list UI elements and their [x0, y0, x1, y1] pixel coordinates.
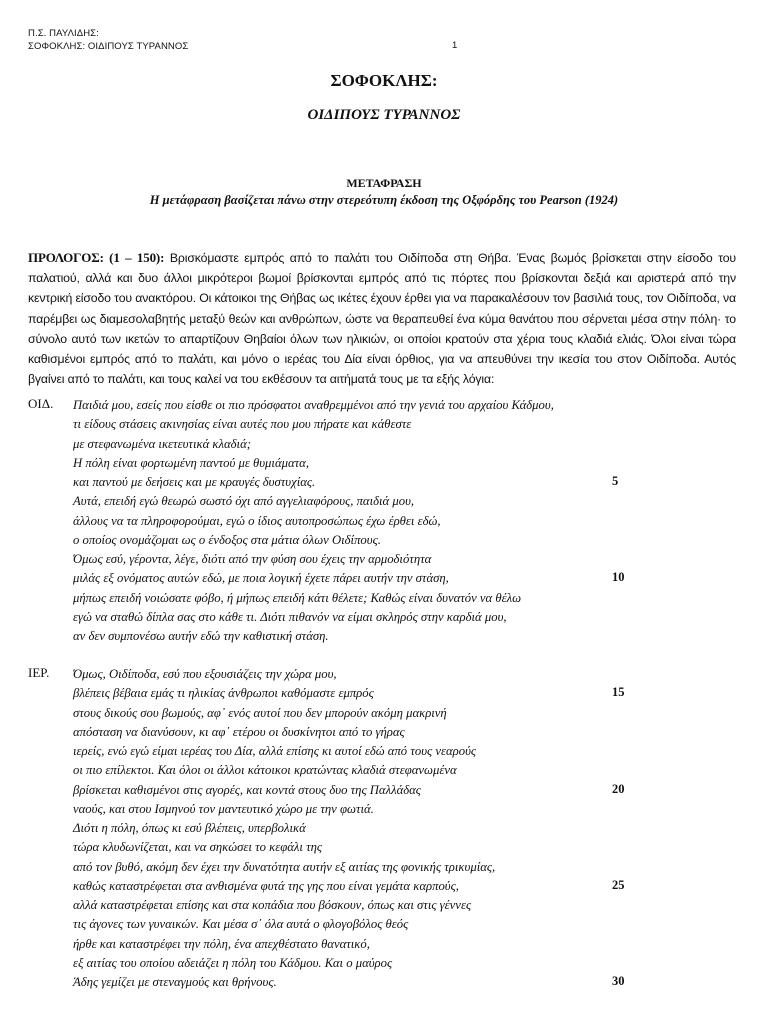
verse-line: καθώς καταστρέφεται στα ανθισμένα φυτά της γης που είναι γεμάτα καρπούς,: [73, 878, 459, 893]
verse-line: μήπως επειδή νοιώσατε φόβο, ή μήπως επειδή κάτι θέλετε; Καθώς είναι δυνατόν να θέλω: [73, 590, 522, 605]
verse-line: οι πιο επίλεκτοι. Και όλοι οι άλλοι κάτοικοι κρατώντας κλαδιά στεφανωμένα: [73, 763, 457, 778]
verse-line-number: 5: [612, 474, 619, 488]
verse-line: από τον βυθό, ακόμη δεν έχει την δυνατότητα αυτήν εξ αιτίας της φονικής τρικυμίας,: [73, 859, 496, 874]
translation-heading: ΜΕΤΑΦΡΑΣΗ: [346, 176, 422, 190]
verse-line-number: 15: [612, 685, 625, 700]
verse-line: και παντού με δεήσεις και με κραυγές δυστυχίας.: [73, 475, 316, 489]
verse-line-number: 25: [612, 877, 625, 892]
verse-line: Αυτά, επειδή εγώ θεωρώ σωστό όχι από αγγελιαφόρους, παιδιά μου,: [73, 494, 415, 509]
translation-note: Η μετάφραση βασίζεται πάνω στην στερεότυπη έκδοση της Οξφόρδης του Pearson (1924): [149, 193, 619, 207]
verse-line: Όμως εσύ, γέροντα, λέγε, διότι από την φύση σου έχεις την αρμοδιότητα: [73, 552, 432, 566]
verse-line: τώρα κλυδωνίζεται, και να σηκώσει το κεφάλι της: [73, 840, 323, 855]
verse-line: Διότι η πόλη, όπως κι εσύ βλέπεις, υπερβολικά: [73, 821, 306, 835]
verse-line: εξ αιτίας του οποίου αδειάζει η πόλη του Κάδμου. Και ο μαύρος: [73, 955, 393, 970]
verse-line: ο οποίος ονομάζομαι ως ο ένδοξος στα μάτια όλων Οιδίπους.: [73, 532, 381, 547]
document-subtitle: ΟΙΔΙΠΟΥΣ ΤΥΡΑΝΝΟΣ: [307, 107, 461, 123]
verse-line: Όμως, Οιδίποδα, εσύ που εξουσιάζεις την χώρα μου,: [73, 667, 337, 681]
verse-line: βρίσκεται καθισμένοι στις αγορές, και κοντά στους δυο της Παλλάδας: [73, 782, 421, 797]
header-work-title: ΣΟΦΟΚΛΗΣ: ΟΙΔΙΠΟΥΣ ΤΥΡΑΝΝΟΣ: [28, 41, 189, 52]
verse-line: στους δικούς σου βωμούς, αφ᾽ ενός αυτοί που δεν μπορούν ακόμη μακρινή: [73, 705, 447, 720]
header-author: Π.Σ. ΠΑΥΛΙΔΗΣ:: [28, 28, 99, 39]
running-header: [28, 27, 188, 53]
prologue-heading: ΠΡΟΛΟΓΟΣ: (1 – 150):: [28, 250, 165, 265]
speech-priest: [73, 665, 633, 992]
verse-line: αν δεν συμπονέσω αυτήν εδώ την καθιστική στάση.: [73, 629, 329, 643]
verse-line: εγώ να σταθώ δίπλα σας στο κάθε τι. Διότι πιθανόν να είμαι σκληρός στην καρδιά μου,: [73, 609, 507, 624]
document-title: ΣΟΦΟΚΛΗΣ:: [330, 71, 438, 90]
speaker-label-oedipus: ΟΙΔ.: [28, 396, 54, 411]
verse-line: μιλάς εξ ονόματος αυτών εδώ, με ποια λογική έχετε πάρει αυτήν την στάση,: [73, 571, 449, 586]
verse-line: βλέπεις βέβαια εμάς τι ηλικίας άνθρωποι καθόμαστε εμπρός: [73, 686, 374, 701]
verse-line: τις άγονες των γυναικών. Και μέσα σ᾽ όλα αυτά ο φλογοβόλος θεός: [73, 917, 409, 932]
verse-line: Άδης γεμίζει με στεναγμούς και θρήνους.: [73, 975, 277, 989]
prologue-text: Βρισκόμαστε εμπρός από το παλάτι του Οιδίποδα στη Θήβα. Ένας βωμός βρίσκεται στην είσοδο του παλατιού, αλλά και δυο άλλοι μικρότεροι βωμοί βρίσκονται εμπρός από τις πόρτες που βρίσκονται δεξιά και αριστερά από την κεντρική είσοδο του ανακτόρου. Οι κάτοικοι της Θήβας ως ικέτες έχουν έρθει για να παρακαλέσουν τον βασιλιά τους, τον Οιδίποδα, να παρέμβει ως διαμεσολαβητής μεταξύ θεών και ανθρώπων, ώστε να θεραπευθεί ένα κύμα θανάτου που σέρνεται μέσα στην πόλη· το σύνολο αυτό των ικετών το απαρτίζουν Θηβαίοι όλων των ηλικιών, οι οποίοι κρατούν στα χέρια τους κλαδιά ελιάς. Όλοι είναι τώρα καθισμένοι εμπρός από το παλάτι, και μόνο ο ιερέας του Δία είναι όρθιος, για να απευθύνει την ικεσία του στον Οιδίποδα. Αυτός βγαίνει από το παλάτι, και τους καλεί να του εκθέσουν τα αιτήματά τους με τα εξής λόγια:: [28, 251, 736, 387]
prologue-paragraph: [28, 248, 736, 389]
verse-line-number: 30: [612, 974, 625, 988]
verse-line-number: 10: [612, 570, 625, 585]
verse-line: ήρθε και καταστρέφει την πόλη, ένα απεχθέστατο θανατικό,: [73, 936, 370, 951]
verse-line: ναούς, και στου Ισμηνού τον μαντευτικό χώρο με την φωτιά.: [73, 801, 374, 816]
verse-line: τι είδους στάσεις ακινησίας είναι αυτές που μου πήρατε και κάθεστε: [73, 417, 412, 432]
verse-line: με στεφανωμένα ικετευτικά κλαδιά;: [73, 436, 251, 451]
speech-oedipus: [73, 396, 633, 646]
verse-line: απόσταση να διανύσουν, κι αφ᾽ ετέρου οι δυσκίνητοι από το γήρας: [73, 724, 405, 739]
verse-line: Παιδιά μου, εσείς που είσθε οι πιο πρόσφατοι αναθρεμμένοι από την γενιά του αρχαίου Κάδμου,: [73, 398, 554, 412]
verse-line-number: 20: [612, 781, 625, 796]
speaker-label-priest: ΙΕΡ.: [28, 665, 50, 680]
verse-line: άλλους να τα πληροφορούμαι, εγώ ο ίδιος αυτοπροσώπως έχω έρθει εδώ,: [73, 513, 441, 528]
verse-line: Η πόλη είναι φορτωμένη παντού με θυμιάματα,: [73, 455, 310, 470]
page-number: 1: [452, 40, 458, 51]
verse-line: ιερείς, ενώ εγώ είμαι ιερέας του Δία, αλλά επίσης κι αυτοί εδώ από τους νεαρούς: [73, 744, 477, 758]
verse-line: αλλά καταστρέφεται επίσης και στα κοπάδια που βόσκουν, όπως και στις γέννες: [73, 898, 472, 912]
